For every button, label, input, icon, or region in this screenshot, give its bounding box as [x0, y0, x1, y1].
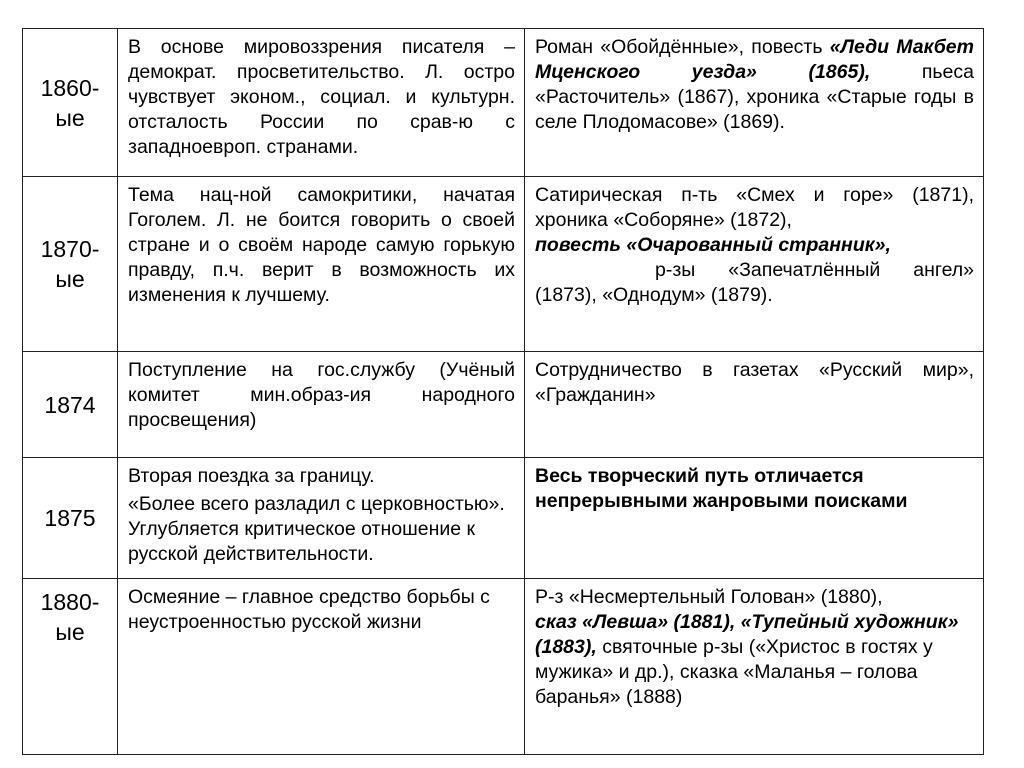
works-text: р-зы «Запечатлённый ангел» (1873), «Однодум» (1879).	[535, 259, 974, 306]
bio-cell: Осмеяние – главное средство борьбы с неустроенностью русской жизни	[118, 579, 525, 755]
timeline-table	[22, 28, 984, 755]
bio-paragraph: Вторая поездка за границу.	[128, 465, 375, 487]
table-row	[23, 579, 984, 755]
table-row	[23, 29, 984, 177]
bio-cell: В основе мировоззрения писателя – демократ. просветительство. Л. остро чувствует эконом., социал. и культурн. отсталость России по срав-ю с западноевроп. странами.	[118, 29, 525, 177]
works-text: пьеса «Расточитель» (1867), хроника «Старые годы в селе Плодомасове» (1869).	[535, 61, 974, 133]
period-cell: 1875	[23, 458, 118, 579]
period-cell: 1860-ые	[23, 29, 118, 177]
works-cell: Весь творческий путь отличается непрерывными жанровыми поисками	[525, 458, 984, 579]
table-row	[23, 177, 984, 352]
bio-paragraph: «Более всего разладил с церковностью». Углубляется критическое отношение к русской действительности.	[128, 493, 505, 565]
works-highlight: «Леди Макбет Мценского уезда» (1865),	[535, 36, 974, 83]
works-cell	[525, 177, 984, 352]
works-highlight: сказ «Левша» (1881), «Тупейный художник» (1883),	[535, 611, 959, 658]
table-row	[23, 458, 984, 579]
table-row	[23, 352, 984, 458]
period-cell: 1880-ые	[23, 579, 118, 755]
works-text: святочные р-зы («Христос в гостях у мужика» и др.), сказка «Маланья – голова баранья» (1888)	[535, 636, 933, 708]
bio-cell	[118, 458, 525, 579]
works-cell	[525, 29, 984, 177]
works-cell: Сотрудничество в газетах «Русский мир», «Гражданин»	[525, 352, 984, 458]
period-cell: 1874	[23, 352, 118, 458]
period-cell: 1870-ые	[23, 177, 118, 352]
works-cell	[525, 579, 984, 755]
works-highlight: повесть «Очарованный странник»,	[535, 234, 891, 256]
works-text: Сатирическая п-ть «Смех и горе» (1871), хроника «Соборяне» (1872),	[535, 184, 974, 231]
bio-cell: Поступление на гос.службу (Учёный комитет мин.образ-ия народного просвещения)	[118, 352, 525, 458]
works-text: Роман «Обойдённые», повесть	[535, 36, 830, 58]
bio-cell: Тема нац-ной самокритики, начатая Гоголем. Л. не боится говорить о своей стране и о своём народе самую горькую правду, п.ч. верит в возможность их изменения к лучшему.	[118, 177, 525, 352]
works-text: Р-з «Несмертельный Голован» (1880),	[535, 586, 883, 608]
